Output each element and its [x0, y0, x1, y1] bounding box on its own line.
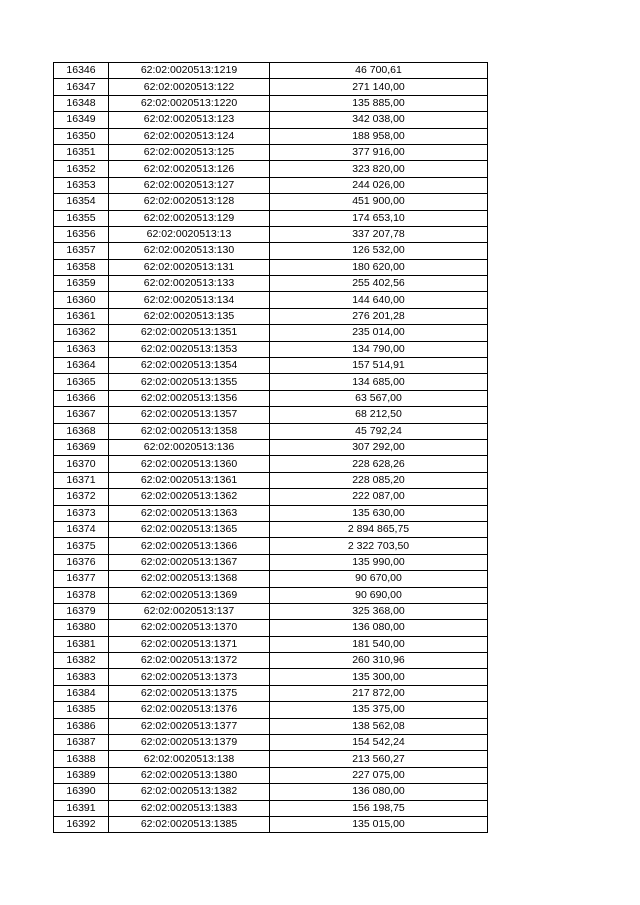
cadastral-number-cell: 62:02:0020513:127	[109, 177, 270, 193]
cadastral-number-cell: 62:02:0020513:1353	[109, 341, 270, 357]
cadastral-number-cell: 62:02:0020513:122	[109, 79, 270, 95]
table-row	[54, 325, 488, 341]
cadastral-value-cell: 325 368,00	[270, 603, 488, 619]
cadastral-value-cell: 235 014,00	[270, 325, 488, 341]
cadastral-number-cell: 62:02:0020513:126	[109, 161, 270, 177]
row-number-cell: 16372	[54, 489, 109, 505]
table-row	[54, 243, 488, 259]
table-row	[54, 669, 488, 685]
cadastral-number-cell: 62:02:0020513:129	[109, 210, 270, 226]
cadastral-number-cell: 62:02:0020513:133	[109, 276, 270, 292]
cadastral-value-cell: 135 300,00	[270, 669, 488, 685]
table-row	[54, 210, 488, 226]
row-number-cell: 16347	[54, 79, 109, 95]
row-number-cell: 16373	[54, 505, 109, 521]
table-row	[54, 423, 488, 439]
table-row	[54, 161, 488, 177]
row-number-cell: 16357	[54, 243, 109, 259]
row-number-cell: 16387	[54, 735, 109, 751]
table-row	[54, 95, 488, 111]
cadastral-value-cell: 135 630,00	[270, 505, 488, 521]
row-number-cell: 16370	[54, 456, 109, 472]
table-row	[54, 505, 488, 521]
cadastral-number-cell: 62:02:0020513:1366	[109, 538, 270, 554]
cadastral-number-cell: 62:02:0020513:1377	[109, 718, 270, 734]
row-number-cell: 16346	[54, 63, 109, 79]
table-row	[54, 571, 488, 587]
cadastral-number-cell: 62:02:0020513:1356	[109, 390, 270, 406]
table-row	[54, 407, 488, 423]
row-number-cell: 16348	[54, 95, 109, 111]
table-row	[54, 800, 488, 816]
row-number-cell: 16358	[54, 259, 109, 275]
cadastral-value-cell: 90 690,00	[270, 587, 488, 603]
cadastral-value-cell: 90 670,00	[270, 571, 488, 587]
cadastral-value-cell: 244 026,00	[270, 177, 488, 193]
cadastral-value-cell: 307 292,00	[270, 439, 488, 455]
cadastral-number-cell: 62:02:0020513:1351	[109, 325, 270, 341]
cadastral-value-cell: 135 885,00	[270, 95, 488, 111]
row-number-cell: 16388	[54, 751, 109, 767]
cadastral-number-cell: 62:02:0020513:1380	[109, 767, 270, 783]
cadastral-value-cell: 134 790,00	[270, 341, 488, 357]
cadastral-number-cell: 62:02:0020513:125	[109, 144, 270, 160]
cadastral-number-cell: 62:02:0020513:1361	[109, 472, 270, 488]
cadastral-number-cell: 62:02:0020513:1379	[109, 735, 270, 751]
row-number-cell: 16363	[54, 341, 109, 357]
cadastral-value-cell: 271 140,00	[270, 79, 488, 95]
row-number-cell: 16354	[54, 194, 109, 210]
table-row	[54, 816, 488, 832]
cadastral-value-cell: 451 900,00	[270, 194, 488, 210]
row-number-cell: 16361	[54, 308, 109, 324]
table-row	[54, 735, 488, 751]
cadastral-number-cell: 62:02:0020513:1365	[109, 521, 270, 537]
cadastral-number-cell: 62:02:0020513:131	[109, 259, 270, 275]
cadastral-value-cell: 323 820,00	[270, 161, 488, 177]
cadastral-number-cell: 62:02:0020513:123	[109, 112, 270, 128]
cadastral-value-cell: 228 085,20	[270, 472, 488, 488]
cadastral-number-cell: 62:02:0020513:134	[109, 292, 270, 308]
row-number-cell: 16353	[54, 177, 109, 193]
table-row	[54, 718, 488, 734]
table-row	[54, 751, 488, 767]
cadastral-value-cell: 255 402,56	[270, 276, 488, 292]
row-number-cell: 16386	[54, 718, 109, 734]
row-number-cell: 16382	[54, 653, 109, 669]
cadastral-value-cell: 180 620,00	[270, 259, 488, 275]
cadastral-value-cell: 337 207,78	[270, 226, 488, 242]
row-number-cell: 16391	[54, 800, 109, 816]
table-row	[54, 439, 488, 455]
cadastral-value-cell: 213 560,27	[270, 751, 488, 767]
cadastral-number-cell: 62:02:0020513:1363	[109, 505, 270, 521]
cadastral-number-cell: 62:02:0020513:1373	[109, 669, 270, 685]
table-row	[54, 489, 488, 505]
cadastral-number-cell: 62:02:0020513:1369	[109, 587, 270, 603]
cadastral-value-cell: 276 201,28	[270, 308, 488, 324]
row-number-cell: 16389	[54, 767, 109, 783]
row-number-cell: 16371	[54, 472, 109, 488]
cadastral-number-cell: 62:02:0020513:1371	[109, 636, 270, 652]
row-number-cell: 16362	[54, 325, 109, 341]
row-number-cell: 16352	[54, 161, 109, 177]
cadastral-number-cell: 62:02:0020513:1358	[109, 423, 270, 439]
table-row	[54, 620, 488, 636]
cadastral-number-cell: 62:02:0020513:137	[109, 603, 270, 619]
table-row	[54, 374, 488, 390]
cadastral-value-cell: 144 640,00	[270, 292, 488, 308]
cadastral-value-cell: 260 310,96	[270, 653, 488, 669]
cadastral-number-cell: 62:02:0020513:1376	[109, 702, 270, 718]
cadastral-value-cell: 2 894 865,75	[270, 521, 488, 537]
row-number-cell: 16374	[54, 521, 109, 537]
row-number-cell: 16369	[54, 439, 109, 455]
cadastral-value-cell: 138 562,08	[270, 718, 488, 734]
table-row	[54, 554, 488, 570]
cadastral-value-cell: 136 080,00	[270, 784, 488, 800]
cadastral-value-cell: 181 540,00	[270, 636, 488, 652]
cadastral-number-cell: 62:02:0020513:13	[109, 226, 270, 242]
table-row	[54, 292, 488, 308]
cadastral-number-cell: 62:02:0020513:135	[109, 308, 270, 324]
row-number-cell: 16377	[54, 571, 109, 587]
cadastral-value-cell: 217 872,00	[270, 685, 488, 701]
table-row	[54, 587, 488, 603]
cadastral-value-cell: 222 087,00	[270, 489, 488, 505]
row-number-cell: 16380	[54, 620, 109, 636]
cadastral-number-cell: 62:02:0020513:1220	[109, 95, 270, 111]
table-row	[54, 63, 488, 79]
table-row	[54, 226, 488, 242]
table-row	[54, 702, 488, 718]
cadastral-value-cell: 135 015,00	[270, 816, 488, 832]
row-number-cell: 16349	[54, 112, 109, 128]
cadastral-value-cell: 68 212,50	[270, 407, 488, 423]
row-number-cell: 16364	[54, 358, 109, 374]
table-row	[54, 390, 488, 406]
cadastral-number-cell: 62:02:0020513:124	[109, 128, 270, 144]
cadastral-value-cell: 342 038,00	[270, 112, 488, 128]
table-row	[54, 112, 488, 128]
cadastral-number-cell: 62:02:0020513:1362	[109, 489, 270, 505]
row-number-cell: 16383	[54, 669, 109, 685]
cadastral-value-cell: 135 375,00	[270, 702, 488, 718]
table-row	[54, 341, 488, 357]
table-row	[54, 653, 488, 669]
table-row	[54, 144, 488, 160]
table-row	[54, 308, 488, 324]
row-number-cell: 16375	[54, 538, 109, 554]
row-number-cell: 16367	[54, 407, 109, 423]
cadastral-number-cell: 62:02:0020513:1382	[109, 784, 270, 800]
cadastral-value-cell: 135 990,00	[270, 554, 488, 570]
cadastral-number-cell: 62:02:0020513:1372	[109, 653, 270, 669]
row-number-cell: 16356	[54, 226, 109, 242]
row-number-cell: 16379	[54, 603, 109, 619]
row-number-cell: 16365	[54, 374, 109, 390]
table-row	[54, 358, 488, 374]
cadastral-value-cell: 63 567,00	[270, 390, 488, 406]
row-number-cell: 16385	[54, 702, 109, 718]
table-row	[54, 177, 488, 193]
table-row	[54, 767, 488, 783]
row-number-cell: 16381	[54, 636, 109, 652]
cadastral-number-cell: 62:02:0020513:1354	[109, 358, 270, 374]
table-row	[54, 128, 488, 144]
cadastral-value-table	[53, 62, 488, 833]
cadastral-value-cell: 2 322 703,50	[270, 538, 488, 554]
table-row	[54, 538, 488, 554]
row-number-cell: 16351	[54, 144, 109, 160]
cadastral-number-cell: 62:02:0020513:136	[109, 439, 270, 455]
row-number-cell: 16366	[54, 390, 109, 406]
cadastral-number-cell: 62:02:0020513:1355	[109, 374, 270, 390]
cadastral-value-cell: 126 532,00	[270, 243, 488, 259]
table-row	[54, 685, 488, 701]
table-row	[54, 636, 488, 652]
cadastral-value-cell: 188 958,00	[270, 128, 488, 144]
cadastral-value-cell: 46 700,61	[270, 63, 488, 79]
cadastral-number-cell: 62:02:0020513:1360	[109, 456, 270, 472]
cadastral-value-cell: 228 628,26	[270, 456, 488, 472]
cadastral-number-cell: 62:02:0020513:130	[109, 243, 270, 259]
table-row	[54, 276, 488, 292]
cadastral-value-cell: 227 075,00	[270, 767, 488, 783]
cadastral-number-cell: 62:02:0020513:1385	[109, 816, 270, 832]
row-number-cell: 16350	[54, 128, 109, 144]
table-row	[54, 784, 488, 800]
table-row	[54, 521, 488, 537]
table-row	[54, 456, 488, 472]
cadastral-number-cell: 62:02:0020513:1368	[109, 571, 270, 587]
cadastral-value-cell: 157 514,91	[270, 358, 488, 374]
row-number-cell: 16368	[54, 423, 109, 439]
row-number-cell: 16355	[54, 210, 109, 226]
row-number-cell: 16360	[54, 292, 109, 308]
row-number-cell: 16392	[54, 816, 109, 832]
row-number-cell: 16376	[54, 554, 109, 570]
cadastral-value-cell: 156 198,75	[270, 800, 488, 816]
cadastral-value-cell: 45 792,24	[270, 423, 488, 439]
row-number-cell: 16378	[54, 587, 109, 603]
cadastral-number-cell: 62:02:0020513:1219	[109, 63, 270, 79]
table-body	[54, 63, 488, 833]
cadastral-number-cell: 62:02:0020513:1357	[109, 407, 270, 423]
row-number-cell: 16390	[54, 784, 109, 800]
table-row	[54, 603, 488, 619]
cadastral-value-cell: 136 080,00	[270, 620, 488, 636]
cadastral-number-cell: 62:02:0020513:128	[109, 194, 270, 210]
cadastral-value-cell: 174 653,10	[270, 210, 488, 226]
cadastral-number-cell: 62:02:0020513:138	[109, 751, 270, 767]
cadastral-number-cell: 62:02:0020513:1367	[109, 554, 270, 570]
table-row	[54, 472, 488, 488]
cadastral-value-cell: 154 542,24	[270, 735, 488, 751]
table-row	[54, 194, 488, 210]
table-row	[54, 259, 488, 275]
table-row	[54, 79, 488, 95]
cadastral-number-cell: 62:02:0020513:1375	[109, 685, 270, 701]
row-number-cell: 16384	[54, 685, 109, 701]
row-number-cell: 16359	[54, 276, 109, 292]
cadastral-value-cell: 134 685,00	[270, 374, 488, 390]
cadastral-number-cell: 62:02:0020513:1383	[109, 800, 270, 816]
cadastral-value-cell: 377 916,00	[270, 144, 488, 160]
cadastral-number-cell: 62:02:0020513:1370	[109, 620, 270, 636]
